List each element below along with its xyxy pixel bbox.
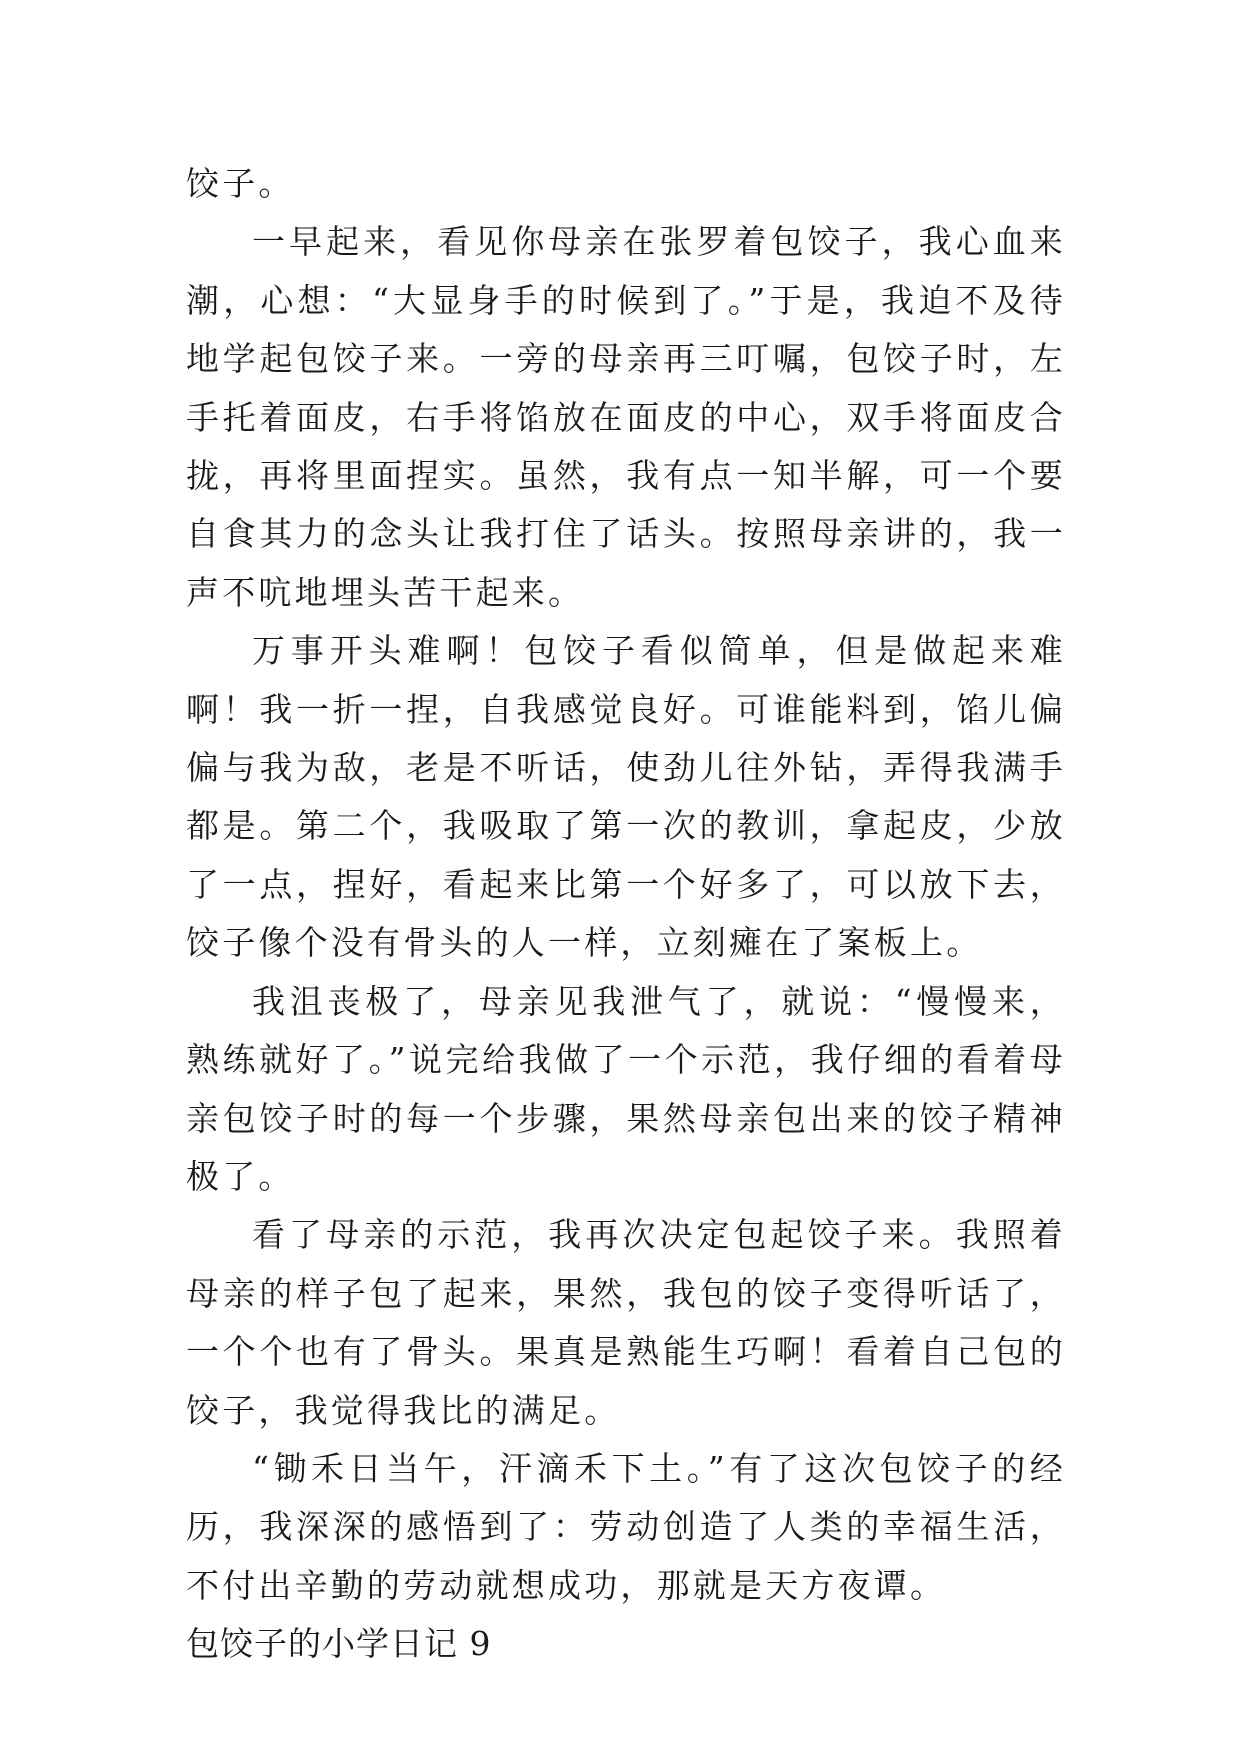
paragraph-morning: 一早起来，看见你母亲在张罗着包饺子，我心血来潮，心想：“大显身手的时候到了。”于是，我迫不及待地学起包饺子来。一旁的母亲再三叮嘱，包饺子时，左手托着面皮，右手将馅放在面皮的中心，双手将面皮合拢，再将里面捏实。虽然，我有点一知半解，可一个要自食其力的念头让我打住了话头。按照母亲讲的，我一声不吭地埋头苦干起来。 [186, 222, 1066, 612]
next-section-heading: 包饺子的小学日记 9 [186, 1624, 492, 1664]
paragraph-conclusion: “锄禾日当午，汗滴禾下土。”有了这次包饺子的经历，我深深的感悟到了：劳动创造了人类的幸福生活，不付出辛勤的劳动就想成功，那就是天方夜谭。 [186, 1448, 1066, 1605]
paragraph-first-attempt: 万事开头难啊！包饺子看似简单，但是做起来难啊！我一折一捏，自我感觉良好。可谁能料到，馅儿偏偏与我为敌，老是不听话，使劲儿往外钻，弄得我满手都是。第二个，我吸取了第一次的教训，拿起皮，少放了一点，捏好，看起来比第一个好多了，可以放下去，饺子像个没有骨头的人一样，立刻瘫在了案板上。 [186, 631, 1066, 963]
document-body [186, 155, 1066, 1674]
paragraph-second-attempt: 看了母亲的示范，我再次决定包起饺子来。我照着母亲的样子包了起来，果然，我包的饺子变得听话了，一个个也有了骨头。果真是熟能生巧啊！看着自己包的饺子，我觉得我比的满足。 [186, 1215, 1066, 1430]
paragraph-mother-demo: 我沮丧极了，母亲见我泄气了，就说：“慢慢来，熟练就好了。”说完给我做了一个示范，我仔细的看着母亲包饺子时的每一个步骤，果然母亲包出来的饺子精神极了。 [186, 981, 1066, 1196]
paragraph-continuation: 饺子。 [186, 164, 295, 203]
